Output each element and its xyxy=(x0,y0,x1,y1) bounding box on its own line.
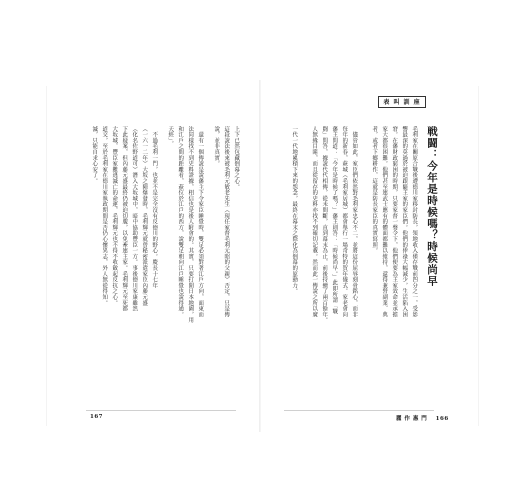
text-column: 人無緣目睹，而且從留存的史料亦找不到確切記載。然而此一傳說之所以廣 xyxy=(311,126,318,318)
book-gutter xyxy=(259,80,261,432)
page-number-left: 167 xyxy=(90,414,103,420)
footer-rule xyxy=(284,410,434,411)
text-column: 毛利家在關原合戰後遭德川家移封防長，領地收入僅存戰前四分之一，受影 xyxy=(411,126,418,318)
text-column: 和江戶之間的距離看，萩位於江戶的西方，說雙足朝向江戶睡覺也說得通。 xyxy=(177,126,184,318)
section-tag: 表 叫 訓 座 xyxy=(378,96,426,108)
text-column: 上下已然包藏倒幕之心。 xyxy=(233,126,240,190)
text-column: 闘」問答，據說代代相傳，從未間斷，直到幕末為止，前後持續了兩百餘年。 xyxy=(321,126,328,324)
text-column: 說，並非真實。 xyxy=(213,126,220,167)
text-column: 還有一個傳說是說藩主下令家臣睡覺時，雙足必須對著江戶方向，面東而 xyxy=(197,126,204,318)
text-column: 家大都很困難。他們甚至連武士應有的體面都難以維持，還得兼營副業、典 xyxy=(381,126,388,318)
text-column: 滅，只能自求心安了。 xyxy=(91,126,98,184)
text-column: 這段說法後來被毛利元敏老先生（現任家督毛利元昭的父親）否定，只是傳 xyxy=(223,126,230,318)
text-column: 窘。在藩財政窮困的時期，只要家督一聲令下，他們便要為主家效命並承擔 xyxy=(391,126,398,318)
text-column: 天經」。 xyxy=(167,126,174,147)
page-edge xyxy=(478,86,479,426)
text-column: 不過毛利一門，也並不是完全沒有反德川的野心。慶長十七年 xyxy=(151,126,158,289)
text-column: 一代一代地累積下來的怨念，最終在幕末之際化為倒幕的原動力。 xyxy=(291,126,298,295)
text-column: （化名佐野道可）潛入大坂城中，暗中協助豐臣一方。事後德川家康雖然 xyxy=(131,126,138,312)
running-footer-title: 麗 作 惠 門 xyxy=(396,416,428,422)
text-column: 大坂城，豐臣家難逃滅亡的命運，毛利輝元也不得不收斂起反抗之心。 xyxy=(111,126,118,306)
text-column: （一六一二年）大坂之陣爆發時，毛利輝元就曾秘密派遣家臣內藤元盛 xyxy=(141,126,148,306)
text-column: 藩主問道：「今年是時候了嗎？」藩主則答：「時候尚早。」此即所謂「戰 xyxy=(331,126,338,315)
chapter-heading: 戦闘：今年是時候嗎？時候尚早 xyxy=(426,126,438,287)
text-column: 者，或者下鄉耕作，這就是防長家臣的真實寫照。 xyxy=(371,126,378,254)
text-column: 儘管如此，家臣們依然對毛利家忠心不二，並將這份屈辱刻骨銘心，而非 xyxy=(351,126,358,318)
page-edge xyxy=(46,86,47,426)
page-number-right: 166 xyxy=(435,416,449,422)
text-column: 響最深的莫過於被迫跟隨主家的家臣們。他們的俸祿大幅減少，生活陷入困 xyxy=(401,126,408,318)
text-column: 下此疑案，但內藤元盛最終仍被迫切腹，以免牽連主家。毛利輝元至死都 xyxy=(121,126,128,312)
footer-rule xyxy=(86,410,236,411)
text-column: 法同樣找不到史料證據，相信也是後人附會的。其實，只要打開日本地圖，用 xyxy=(187,126,194,324)
running-footer-right xyxy=(396,414,449,422)
text-column: 每年的新春，萩城（毛利家居城）都會舉行一場奇特的賀年儀式。家老會向 xyxy=(341,126,348,318)
text-column: 道交，至於毛利家在德川家執政期間是否仍心懷異志，外人無從得知。 xyxy=(101,126,108,306)
